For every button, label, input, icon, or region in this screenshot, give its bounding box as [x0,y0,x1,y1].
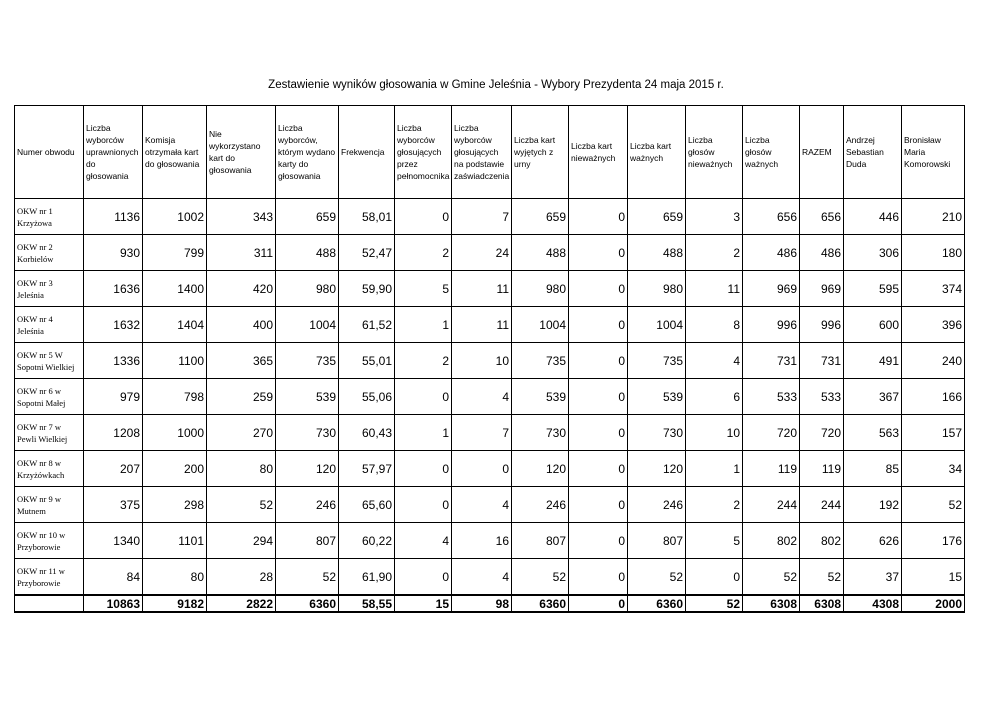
table-cell: 52 [902,487,965,523]
table-cell: 98 [452,595,512,612]
table-cell: 58,01 [339,199,395,235]
table-cell: 6360 [628,595,686,612]
table-cell: 0 [569,379,628,415]
table-cell: 2 [686,487,743,523]
table-cell: 731 [743,343,800,379]
column-header: Liczba wyborców uprawnionych do głosowania [84,106,143,199]
table-cell: 488 [628,235,686,271]
column-header: Bronisław Maria Komorowski [902,106,965,199]
table-cell: 52 [743,559,800,596]
table-cell: 80 [207,451,276,487]
table-cell: 8 [686,307,743,343]
table-cell: 980 [276,271,339,307]
district-name: OKW nr 4 Jeleśnia [15,307,84,343]
table-cell: 9182 [143,595,207,612]
table-cell: 120 [628,451,686,487]
table-cell: 1004 [512,307,569,343]
table-cell: 0 [395,451,452,487]
table-cell: 1400 [143,271,207,307]
table-cell: 52 [800,559,844,596]
table-row [15,343,965,379]
table-cell: 0 [569,415,628,451]
table-cell: 539 [276,379,339,415]
table-cell: 807 [628,523,686,559]
table-cell: 400 [207,307,276,343]
table-cell: 486 [800,235,844,271]
table-cell: 488 [512,235,569,271]
column-header: Frekwencja [339,106,395,199]
table-cell: 52,47 [339,235,395,271]
table-cell: 52 [686,595,743,612]
table-cell: 420 [207,271,276,307]
column-header: Liczba głosów ważnych [743,106,800,199]
table-cell: 4 [686,343,743,379]
table-cell: 28 [207,559,276,596]
table-cell: 807 [512,523,569,559]
table-cell: 343 [207,199,276,235]
table-cell: 120 [512,451,569,487]
table-cell: 5 [395,271,452,307]
table-cell: 720 [743,415,800,451]
table-cell: 244 [800,487,844,523]
table-cell: 0 [569,343,628,379]
district-name: OKW nr 2 Korbielów [15,235,84,271]
table-row [15,307,965,343]
table-row [15,451,965,487]
table-cell: 374 [902,271,965,307]
table-cell: 246 [512,487,569,523]
table-cell: 930 [84,235,143,271]
table-cell: 533 [800,379,844,415]
table-cell: 807 [276,523,339,559]
district-name: OKW nr 1 Krzyżowa [15,199,84,235]
table-cell: 563 [844,415,902,451]
table-cell: 735 [276,343,339,379]
column-header: Liczba kart ważnych [628,106,686,199]
table-cell: 1208 [84,415,143,451]
district-name: OKW nr 7 w Pewli Wielkiej [15,415,84,451]
table-cell: 55,01 [339,343,395,379]
table-cell: 730 [628,415,686,451]
table-cell: 60,22 [339,523,395,559]
table-cell: 34 [902,451,965,487]
table-cell: 0 [569,523,628,559]
table-cell: 176 [902,523,965,559]
table-cell: 52 [512,559,569,596]
table-cell: 2000 [902,595,965,612]
table-cell: 980 [512,271,569,307]
table-cell: 244 [743,487,800,523]
table-cell: 84 [84,559,143,596]
column-header: Liczba kart wyjętych z urny [512,106,569,199]
district-name: OKW nr 5 W Sopotni Wielkiej [15,343,84,379]
table-cell: 802 [800,523,844,559]
table-cell: 52 [207,487,276,523]
table-cell: 11 [452,307,512,343]
table-cell: 6360 [512,595,569,612]
table-cell: 595 [844,271,902,307]
table-row [15,271,965,307]
column-header: Liczba wyborców, którym wydano karty do głosowania [276,106,339,199]
column-header: RAZEM [800,106,844,199]
table-cell: 61,52 [339,307,395,343]
table-cell: 798 [143,379,207,415]
table-cell: 2 [395,343,452,379]
table-cell: 85 [844,451,902,487]
table-cell: 61,90 [339,559,395,596]
table-cell: 0 [569,271,628,307]
table-cell: 157 [902,415,965,451]
table-cell: 1 [395,307,452,343]
table-cell: 0 [569,595,628,612]
total-row [15,595,965,612]
table-cell: 10 [686,415,743,451]
table-cell: 210 [902,199,965,235]
results-table [14,105,965,613]
column-header: Liczba wyborców głosujących na podstawie zaświadczenia [452,106,512,199]
column-header: Liczba kart nieważnych [569,106,628,199]
table-cell: 120 [276,451,339,487]
table-cell: 240 [902,343,965,379]
column-header: Andrzej Sebastian Duda [844,106,902,199]
table-cell: 246 [276,487,339,523]
table-cell: 626 [844,523,902,559]
table-cell: 37 [844,559,902,596]
table-cell: 367 [844,379,902,415]
table-row [15,379,965,415]
column-header: Numer obwodu [15,106,84,199]
table-cell: 491 [844,343,902,379]
table-cell: 446 [844,199,902,235]
table-cell: 7 [452,415,512,451]
table-cell: 294 [207,523,276,559]
table-cell: 5 [686,523,743,559]
table-cell: 0 [395,379,452,415]
table-row [15,199,965,235]
table-cell: 270 [207,415,276,451]
table-cell: 59,90 [339,271,395,307]
table-cell: 656 [743,199,800,235]
table-cell: 15 [902,559,965,596]
table-cell: 119 [743,451,800,487]
table-cell: 119 [800,451,844,487]
district-name: OKW nr 3 Jeleśnia [15,271,84,307]
table-row [15,235,965,271]
table-cell: 659 [276,199,339,235]
table-cell: 731 [800,343,844,379]
table-cell: 0 [395,487,452,523]
table-cell: 65,60 [339,487,395,523]
table-cell: 4308 [844,595,902,612]
table-cell: 4 [395,523,452,559]
table-cell: 55,06 [339,379,395,415]
table-cell: 0 [569,487,628,523]
table-cell: 1632 [84,307,143,343]
table-cell: 1000 [143,415,207,451]
table-cell: 0 [395,559,452,596]
table-cell: 730 [276,415,339,451]
column-header: Nie wykorzystano kart do głosowania [207,106,276,199]
table-row [15,523,965,559]
table-cell: 979 [84,379,143,415]
table-cell: 166 [902,379,965,415]
table-cell: 60,43 [339,415,395,451]
table-cell: 259 [207,379,276,415]
table-cell: 246 [628,487,686,523]
table-cell: 375 [84,487,143,523]
table-cell: 0 [452,451,512,487]
table-cell: 735 [512,343,569,379]
table-cell: 730 [512,415,569,451]
table-cell: 0 [569,199,628,235]
table-cell: 6308 [743,595,800,612]
table-cell: 52 [628,559,686,596]
table-row [15,487,965,523]
table-cell: 1004 [628,307,686,343]
table-cell: 16 [452,523,512,559]
table-cell: 533 [743,379,800,415]
table-cell: 2822 [207,595,276,612]
table-cell: 0 [569,235,628,271]
table-cell: 0 [569,451,628,487]
table-cell: 0 [569,307,628,343]
header-row [15,106,965,199]
district-name: OKW nr 10 w Przyborowie [15,523,84,559]
table-cell: 180 [902,235,965,271]
table-cell: 4 [452,559,512,596]
table-cell: 10863 [84,595,143,612]
table-cell: 2 [395,235,452,271]
table-cell: 11 [452,271,512,307]
table-cell: 969 [800,271,844,307]
table-cell: 7 [452,199,512,235]
table-cell: 1636 [84,271,143,307]
table-cell: 58,55 [339,595,395,612]
table-cell: 486 [743,235,800,271]
table-cell: 11 [686,271,743,307]
table-cell: 0 [395,199,452,235]
table-cell: 1340 [84,523,143,559]
table-cell: 365 [207,343,276,379]
table-cell: 207 [84,451,143,487]
district-name: OKW nr 6 w Sopotni Małej [15,379,84,415]
table-cell: 488 [276,235,339,271]
table-cell: 1404 [143,307,207,343]
table-cell: 980 [628,271,686,307]
table-cell: 539 [628,379,686,415]
table-cell: 0 [686,559,743,596]
table-cell: 0 [569,559,628,596]
table-cell: 1 [395,415,452,451]
table-cell: 200 [143,451,207,487]
table-cell: 735 [628,343,686,379]
table-cell: 24 [452,235,512,271]
table-cell: 15 [395,595,452,612]
table-cell: 311 [207,235,276,271]
table-cell: 2 [686,235,743,271]
table-cell: 6360 [276,595,339,612]
table-cell: 4 [452,487,512,523]
district-name: OKW nr 8 w Krzyżówkach [15,451,84,487]
table-cell: 1136 [84,199,143,235]
column-header: Komisja otrzymała kart do głosowania [143,106,207,199]
district-name: OKW nr 9 w Mutnem [15,487,84,523]
table-cell: 1100 [143,343,207,379]
table-cell: 659 [512,199,569,235]
table-cell: 539 [512,379,569,415]
table-cell: 996 [743,307,800,343]
column-header: Liczba głosów nieważnych [686,106,743,199]
table-cell: 192 [844,487,902,523]
table-cell: 969 [743,271,800,307]
table-cell: 80 [143,559,207,596]
district-name: OKW nr 11 w Przyborowie [15,559,84,596]
table-cell: 1002 [143,199,207,235]
table-row [15,415,965,451]
table-cell: 1 [686,451,743,487]
table-cell: 1336 [84,343,143,379]
table-cell: 6308 [800,595,844,612]
table-cell: 4 [452,379,512,415]
table-cell: 298 [143,487,207,523]
table-cell: 656 [800,199,844,235]
table-cell: 3 [686,199,743,235]
page-title: Zestawienie wyników głosowania w Gmine Jeleśnia - Wybory Prezydenta 24 maja 2015 r. [268,79,724,91]
table-cell: 52 [276,559,339,596]
table-row [15,559,965,596]
table-cell: 1004 [276,307,339,343]
table-cell: 659 [628,199,686,235]
table-cell: 996 [800,307,844,343]
table-cell: 720 [800,415,844,451]
total-label [15,595,84,612]
table-cell: 10 [452,343,512,379]
table-cell: 1101 [143,523,207,559]
table-cell: 57,97 [339,451,395,487]
table-cell: 799 [143,235,207,271]
table-cell: 802 [743,523,800,559]
table-cell: 600 [844,307,902,343]
table-cell: 396 [902,307,965,343]
column-header: Liczba wyborców głosujących przez pełnomocnika [395,106,452,199]
table-cell: 6 [686,379,743,415]
table-cell: 306 [844,235,902,271]
